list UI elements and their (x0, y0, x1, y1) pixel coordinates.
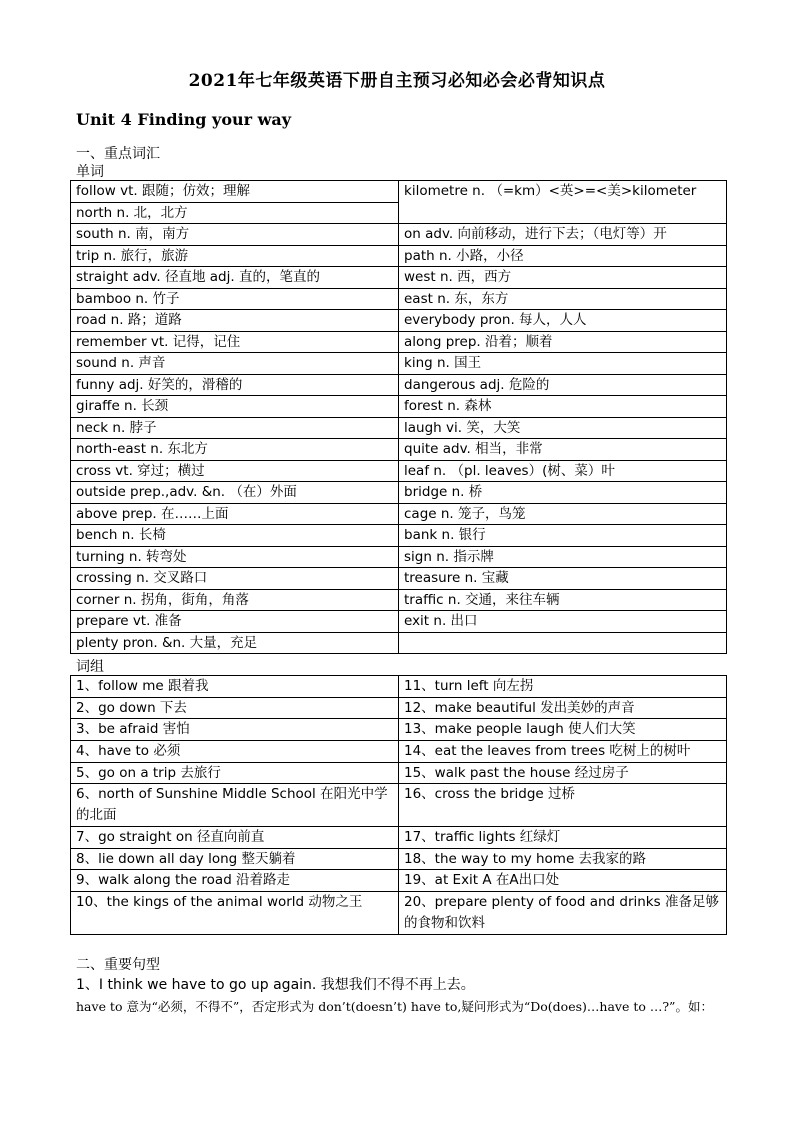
word-cell: south n. 南，南方 (71, 224, 399, 246)
phrase-cell: 10、the kings of the animal world 动物之王 (71, 891, 399, 934)
word-cell: bridge n. 桥 (399, 482, 727, 504)
word-cell: forest n. 森林 (399, 396, 727, 418)
word-cell: bamboo n. 竹子 (71, 288, 399, 310)
words-row (71, 374, 727, 396)
phrase-cell: 19、at Exit A 在A出口处 (399, 870, 727, 892)
phrase-cell: 9、walk along the road 沿着路走 (71, 870, 399, 892)
word-cell: on adv. 向前移动，进行下去；（电灯等）开 (399, 224, 727, 246)
word-cell: north-east n. 东北方 (71, 439, 399, 461)
phrase-cell: 7、go straight on 径直向前直 (71, 827, 399, 849)
phrase-cell: 12、make beautiful 发出美妙的声音 (399, 697, 727, 719)
word-cell: west n. 西，西方 (399, 267, 727, 289)
word-cell: follow vt. 跟随；仿效；理解 (71, 181, 399, 203)
words-table (70, 180, 727, 654)
word-cell: above prep. 在……上面 (71, 503, 399, 525)
word-cell: treasure n. 宝藏 (399, 568, 727, 590)
phrase-cell: 16、cross the bridge 过桥 (399, 784, 727, 827)
word-cell: kilometre n. （=km）<英>=<美>kilometer (399, 181, 727, 224)
words-row (71, 267, 727, 289)
word-cell: leaf n. （pl. leaves）(树、菜）叶 (399, 460, 727, 482)
phrase-cell: 3、be afraid 害怕 (71, 719, 399, 741)
word-cell: giraffe n. 长颈 (71, 396, 399, 418)
words-row (71, 611, 727, 633)
phrase-cell: 5、go on a trip 去旅行 (71, 762, 399, 784)
words-row (71, 310, 727, 332)
words-row (71, 525, 727, 547)
word-cell: dangerous adj. 危险的 (399, 374, 727, 396)
words-row (71, 482, 727, 504)
phrase-cell: 11、turn left 向左拐 (399, 676, 727, 698)
unit-heading: Unit 4 Finding your way (76, 110, 292, 129)
phrase-cell: 4、have to 必须 (71, 740, 399, 762)
word-cell: neck n. 脖子 (71, 417, 399, 439)
phrases-row (71, 762, 727, 784)
words-row (71, 245, 727, 267)
words-row (71, 460, 727, 482)
document-title: 2021年七年级英语下册自主预习必知必会必背知识点 (188, 71, 606, 91)
words-row (71, 396, 727, 418)
phrases-row (71, 891, 727, 934)
word-cell: trip n. 旅行，旅游 (71, 245, 399, 267)
phrase-cell: 8、lie down all day long 整天躺着 (71, 848, 399, 870)
phrase-cell: 6、north of Sunshine Middle School 在阳光中学的北面 (71, 784, 399, 827)
words-row (71, 331, 727, 353)
word-cell: king n. 国王 (399, 353, 727, 375)
word-cell: exit n. 出口 (399, 611, 727, 633)
words-row (71, 632, 727, 654)
phrases-row (71, 697, 727, 719)
phrase-cell: 2、go down 下去 (71, 697, 399, 719)
phrase-cell: 15、walk past the house 经过房子 (399, 762, 727, 784)
phrases-row (71, 740, 727, 762)
word-cell: outside prep.,adv. &n. （在）外面 (71, 482, 399, 504)
words-row (71, 439, 727, 461)
phrase-cell: 1、follow me 跟着我 (71, 676, 399, 698)
word-cell: east n. 东，东方 (399, 288, 727, 310)
word-cell: turning n. 转弯处 (71, 546, 399, 568)
word-cell: cage n. 笼子，鸟笼 (399, 503, 727, 525)
phrases-row (71, 827, 727, 849)
phrases-row (71, 784, 727, 827)
word-cell: laugh vi. 笑，大笑 (399, 417, 727, 439)
word-cell: plenty pron. &n. 大量，充足 (71, 632, 399, 654)
phrase-cell: 20、prepare plenty of food and drinks 准备足够的食物和饮料 (399, 891, 727, 934)
phrases-row (71, 719, 727, 741)
words-row (71, 224, 727, 246)
grammar-note: have to 意为“必须，不得不”，否定形式为 don’t(doesn’t) have to,疑问形式为“Do(does)…have to …?”。如： (76, 999, 713, 1014)
word-cell: sign n. 指示牌 (399, 546, 727, 568)
word-cell: quite adv. 相当，非常 (399, 439, 727, 461)
word-cell: straight adv. 径直地 adj. 直的，笔直的 (71, 267, 399, 289)
word-cell: remember vt. 记得，记住 (71, 331, 399, 353)
word-cell: path n. 小路，小径 (399, 245, 727, 267)
words-row (71, 417, 727, 439)
word-cell: crossing n. 交叉路口 (71, 568, 399, 590)
word-cell: prepare vt. 准备 (71, 611, 399, 633)
phrase-cell: 14、eat the leaves from trees 吃树上的树叶 (399, 740, 727, 762)
section-heading-vocabulary: 一、重点词汇 (76, 146, 160, 162)
words-row (71, 568, 727, 590)
word-cell: bench n. 长椅 (71, 525, 399, 547)
words-row (71, 503, 727, 525)
word-cell: road n. 路；道路 (71, 310, 399, 332)
words-row (71, 181, 727, 203)
phrases-row (71, 848, 727, 870)
word-cell: cross vt. 穿过；横过 (71, 460, 399, 482)
sentence-1: 1、I think we have to go up again. 我想我们不得不再上去。 (76, 977, 475, 993)
word-cell (399, 632, 727, 654)
words-row (71, 288, 727, 310)
word-cell: funny adj. 好笑的，滑稽的 (71, 374, 399, 396)
words-row (71, 546, 727, 568)
words-row (71, 353, 727, 375)
section-heading-sentences: 二、重要句型 (76, 957, 160, 973)
phrases-row (71, 676, 727, 698)
phrases-row (71, 870, 727, 892)
phrase-cell: 13、make people laugh 使人们大笑 (399, 719, 727, 741)
phrases-table (70, 675, 727, 935)
word-cell: everybody pron. 每人，人人 (399, 310, 727, 332)
word-cell: north n. 北，北方 (71, 202, 399, 224)
word-cell: sound n. 声音 (71, 353, 399, 375)
word-cell: along prep. 沿着；顺着 (399, 331, 727, 353)
word-cell: bank n. 银行 (399, 525, 727, 547)
words-label: 单词 (76, 164, 104, 180)
phrases-label: 词组 (76, 659, 104, 675)
phrase-cell: 17、traffic lights 红绿灯 (399, 827, 727, 849)
word-cell: corner n. 拐角，街角，角落 (71, 589, 399, 611)
phrase-cell: 18、the way to my home 去我家的路 (399, 848, 727, 870)
word-cell: traffic n. 交通，来往车辆 (399, 589, 727, 611)
words-row (71, 589, 727, 611)
